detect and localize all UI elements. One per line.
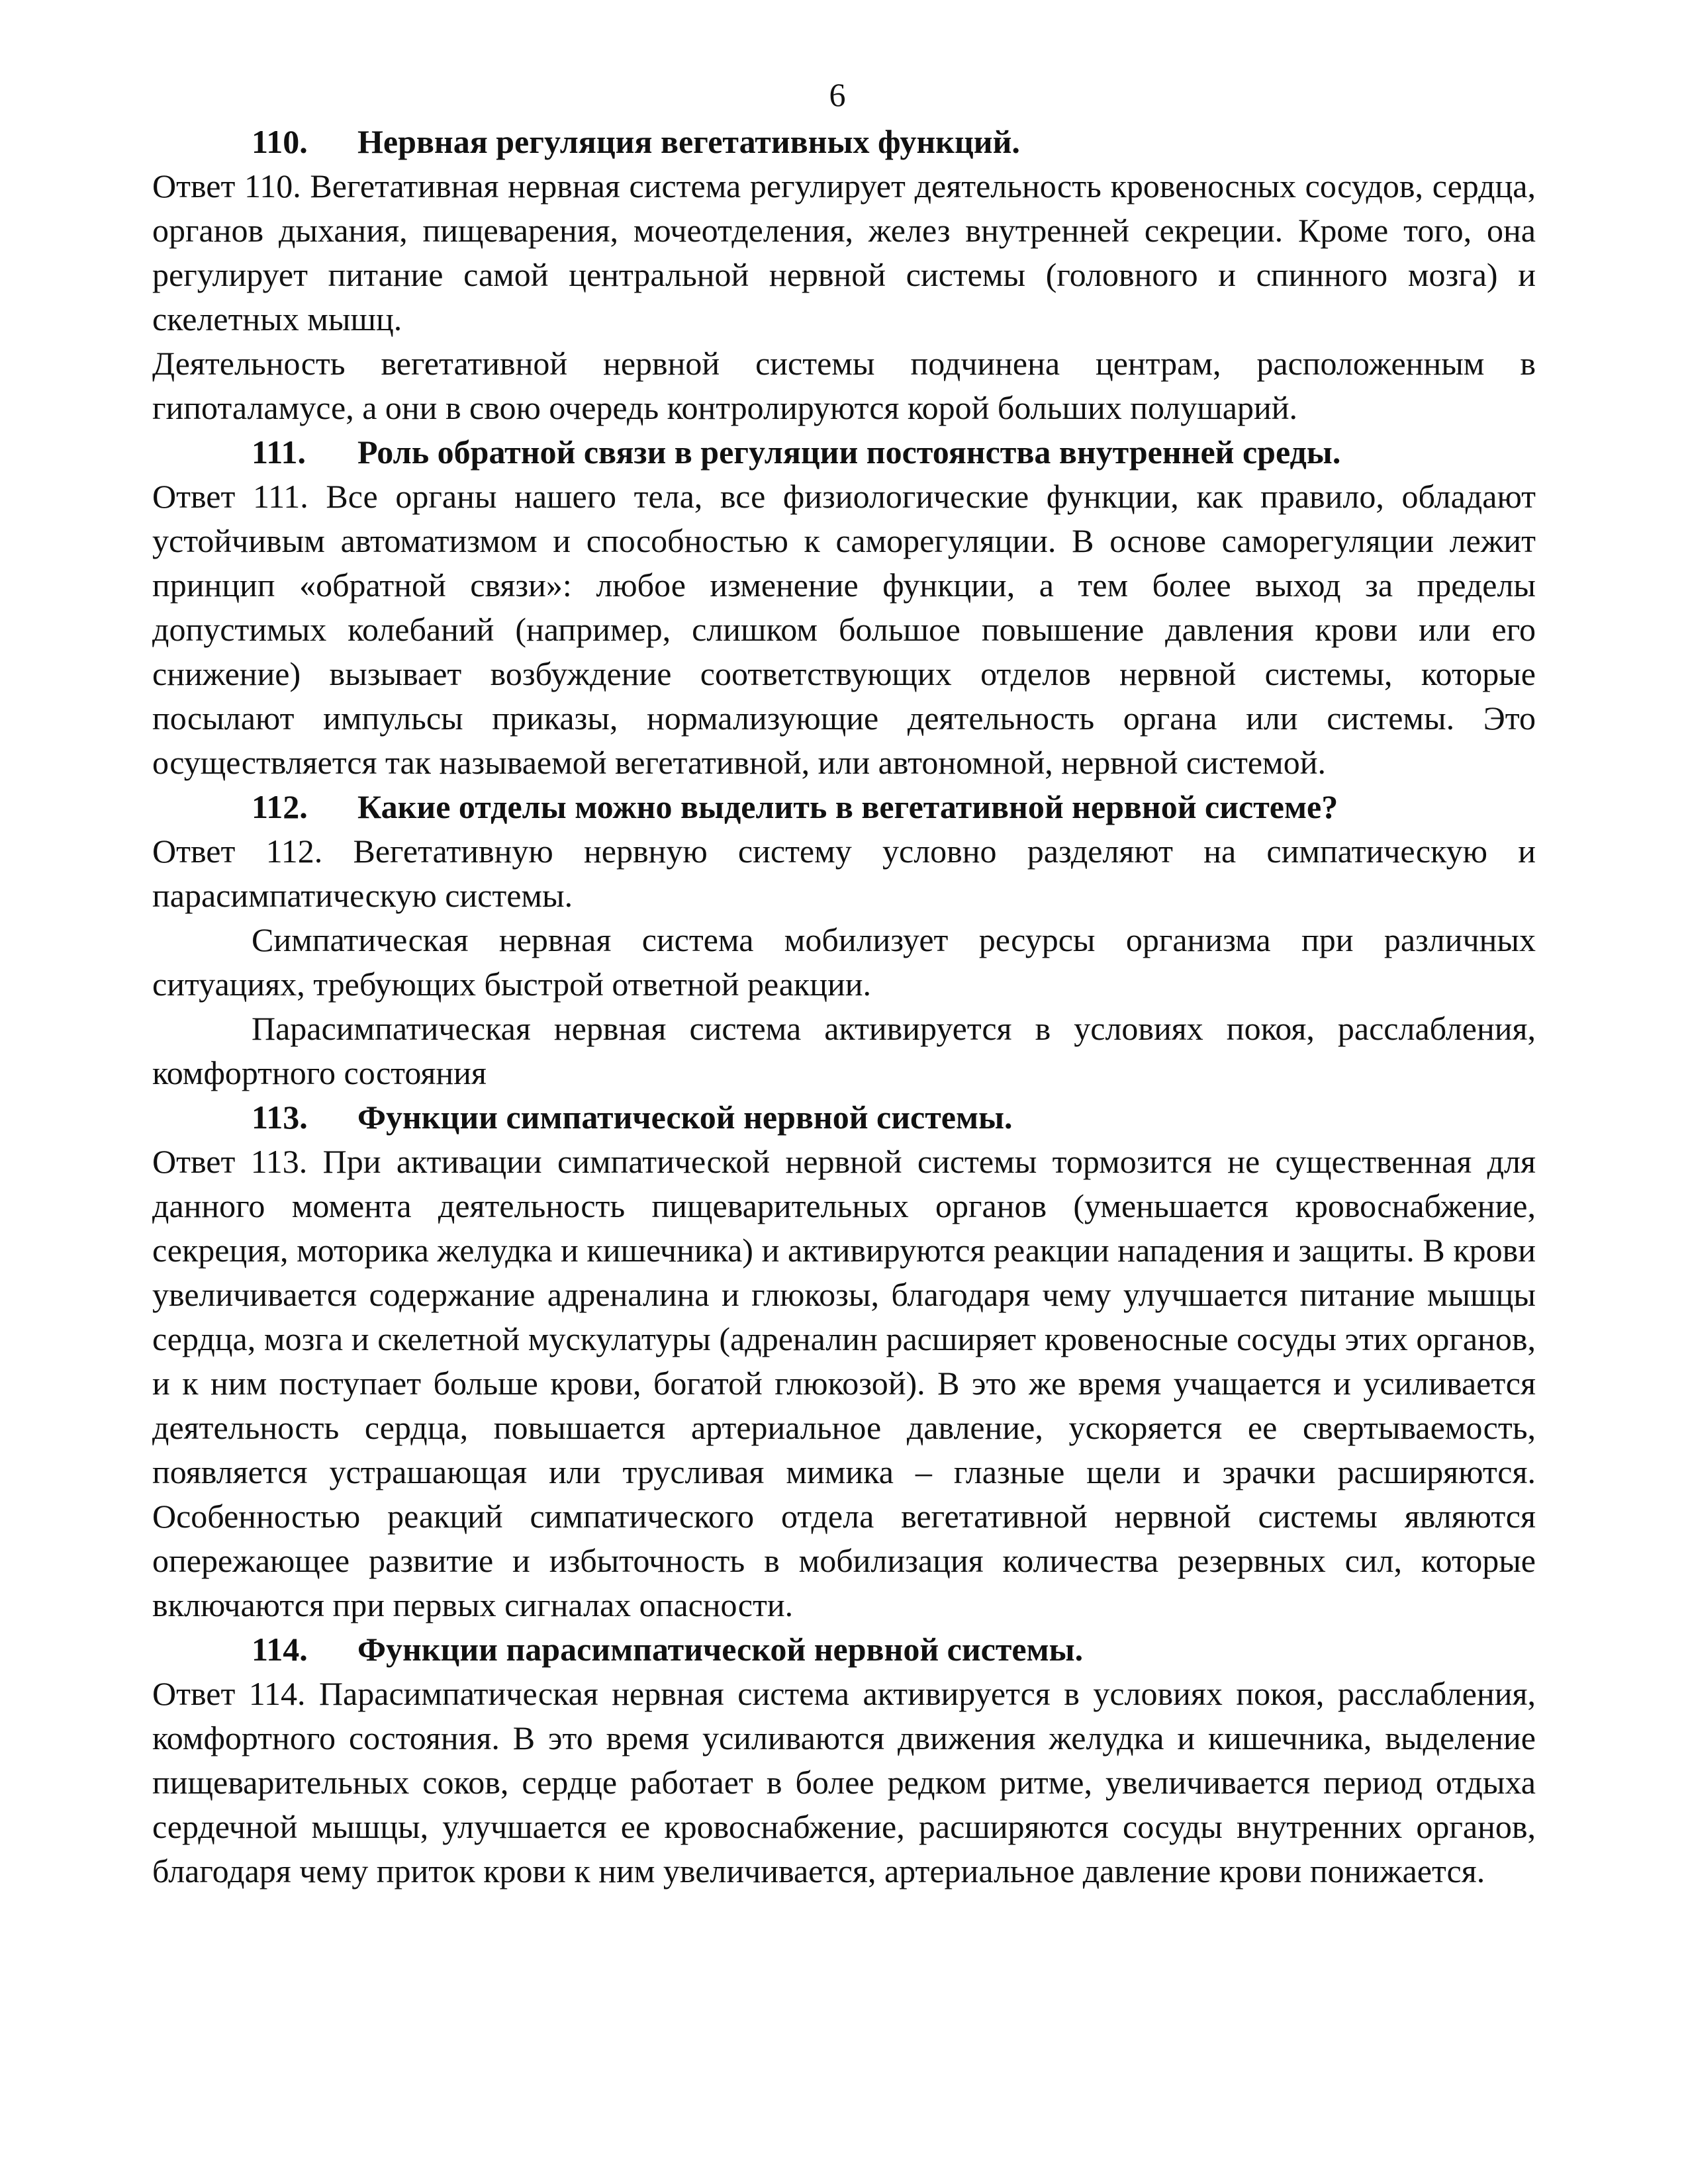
question-number: 113.	[252, 1099, 308, 1136]
question-title: Нервная регуляция вегетативных функций.	[357, 123, 1020, 160]
answer-paragraph: Ответ 112. Вегетативную нервную систему условно разделяют на симпатическую и парасимпатическую системы.	[152, 833, 1536, 914]
question-heading	[152, 1095, 1536, 1140]
question-heading	[152, 1627, 1536, 1672]
question-title: Функции парасимпатической нервной системы.	[357, 1631, 1084, 1668]
answer-paragraph: Парасимпатическая нервная система активируется в условиях покоя, расслабления, комфортного состояния	[152, 1010, 1536, 1091]
question-number: 112.	[252, 788, 308, 825]
question-title: Какие отделы можно выделить в вегетативной нервной системе?	[357, 788, 1338, 825]
answer-paragraph: Ответ 111. Все органы нашего тела, все физиологические функции, как правило, обладают устойчивым автоматизмом и способностью к саморегуляции. В основе саморегуляции лежит принцип «обратной связи»: любое изменение функции, а тем более выход за пределы допустимых колебаний (например, слишком большое повышение давления крови или его снижение) вызывает возбуждение соответствующих отделов нервной системы, которые посылают импульсы приказы, нормализующие деятельность органа или системы. Это осуществляется так называемой вегетативной, или автономной, нервной системой.	[152, 478, 1536, 781]
answer-paragraph: Ответ 110. Вегетативная нервная система регулирует деятельность кровеносных сосудов, сердца, органов дыхания, пищеварения, мочеотделения, желез внутренней секреции. Кроме того, она регулирует питание самой центральной нервной системы (головного и спинного мозга) и скелетных мышц.	[152, 167, 1536, 338]
question-number: 110.	[252, 123, 308, 160]
question-heading	[152, 120, 1536, 164]
answer-paragraph: Симпатическая нервная система мобилизует ресурсы организма при различных ситуациях, требующих быстрой ответной реакции.	[152, 921, 1536, 1003]
question-number: 114.	[252, 1631, 308, 1668]
question-title: Роль обратной связи в регуляции постоянства внутренней среды.	[357, 433, 1341, 471]
answer-paragraph: Ответ 114. Парасимпатическая нервная система активируется в условиях покоя, расслабления, комфортного состояния. В это время усиливаются движения желудка и кишечника, выделение пищеварительных соков, сердце работает в более редком ритме, увеличивается период отдыха сердечной мышцы, улучшается ее кровоснабжение, расширяются сосуды внутренних органов, благодаря чему приток крови к ним увеличивается, артериальное давление крови понижается.	[152, 1675, 1536, 1889]
document-page	[152, 73, 1536, 1893]
question-heading	[152, 785, 1536, 829]
question-heading	[152, 430, 1536, 475]
page-number: 6	[829, 76, 846, 113]
question-number: 111.	[252, 433, 306, 471]
answer-paragraph: Деятельность вегетативной нервной системы подчинена центрам, расположенным в гипоталамусе, а они в свою очередь контролируются корой больших полушарий.	[152, 345, 1536, 426]
question-title: Функции симпатической нервной системы.	[357, 1099, 1013, 1136]
answer-paragraph: Ответ 113. При активации симпатической нервной системы тормозится не существенная для данного момента деятельность пищеварительных органов (уменьшается кровоснабжение, секреция, моторика желудка и кишечника) и активируются реакции нападения и защиты. В крови увеличивается содержание адреналина и глюкозы, благодаря чему улучшается питание мышцы сердца, мозга и скелетной мускулатуры (адреналин расширяет кровеносные сосуды этих органов, и к ним поступает больше крови, богатой глюкозой). В это же время учащается и усиливается деятельность сердца, повышается артериальное давление, ускоряется ее свертываемость, появляется устрашающая или трусливая мимика – глазные щели и зрачки расширяются. Особенностью реакций симпатического отдела вегетативной нервной системы являются опережающее развитие и избыточность в мобилизация количества резервных сил, которые включаются при первых сигналах опасности.	[152, 1143, 1536, 1623]
